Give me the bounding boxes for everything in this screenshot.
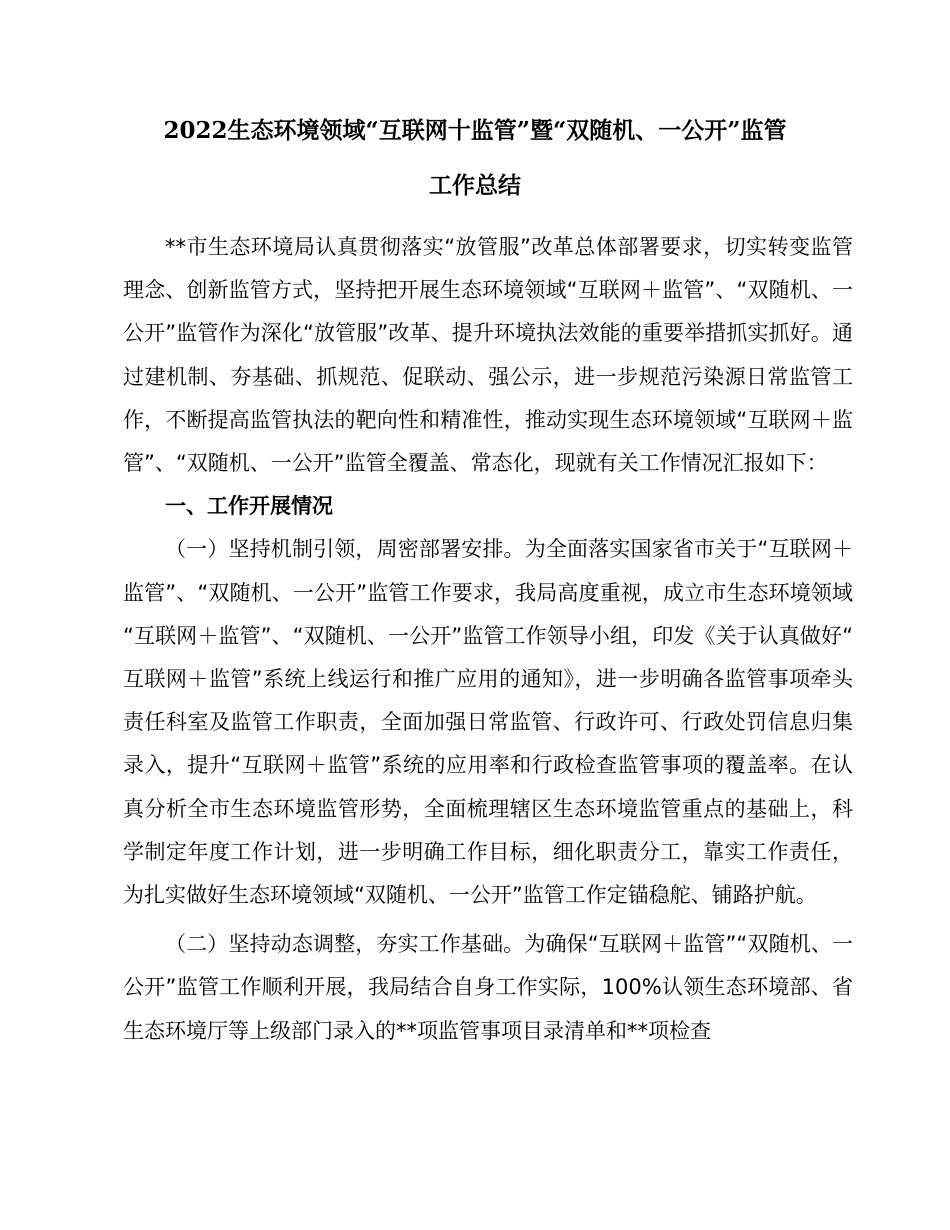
document-title-line-1: 2022生态环境领域“互联网十监管”暨“双随机、一公开”监管 bbox=[163, 117, 787, 144]
intro-paragraph: **市生态环境局认真贯彻落实“放管服”改革总体部署要求，切实转变监管理念、创新监管方式，坚持把开展生态环境领域“互联网＋监管”、“双随机、一公开”监管作为深化“放管服”改革、提升环境执法效能的重要举措抓实抓好。通过建机制、夯基础、抓规范、促联动、强公示，进一步规范污染源日常监管工作，不断提高监管执法的靶向性和精准性，推动实现生态环境领域“互联网＋监管”、“双随机、一公开”监管全覆盖、常态化，现就有关工作情况汇报如下： bbox=[123, 235, 853, 476]
document-body bbox=[123, 226, 853, 1053]
body-paragraph: （二）坚持动态调整，夯实工作基础。为确保“互联网＋监管”“双随机、一公开”监管工作顺利开展，我局结合自身工作实际，100%认领生态环境部、省生态环境厅等上级部门录入的**项监管事项目录清单和**项检查 bbox=[123, 932, 853, 1043]
body-paragraph: （一）坚持机制引领，周密部署安排。为全面落实国家省市关于“互联网＋监管”、“双随机、一公开”监管工作要求，我局高度重视，成立市生态环境领域“互联网＋监管”、“双随机、一公开”监管工作领导小组，印发《关于认真做好“互联网＋监管”系统上线运行和推广应用的通知》，进一步明确各监管事项牵头责任科室及监管工作职责，全面加强日常监管、行政许可、行政处罚信息归集录入，提升“互联网＋监管”系统的应用率和行政检查监管事项的覆盖率。在认真分析全市生态环境监管形势，全面梳理辖区生态环境监管重点的基础上，科学制定年度工作计划，进一步明确工作目标，细化职责分工，靠实工作责任，为扎实做好生态环境领域“双随机、一公开”监管工作定锚稳舵、铺路护航。 bbox=[123, 537, 853, 908]
section-heading: 一、工作开展情况 bbox=[165, 494, 333, 519]
document-title-line-2: 工作总结 bbox=[429, 172, 521, 199]
